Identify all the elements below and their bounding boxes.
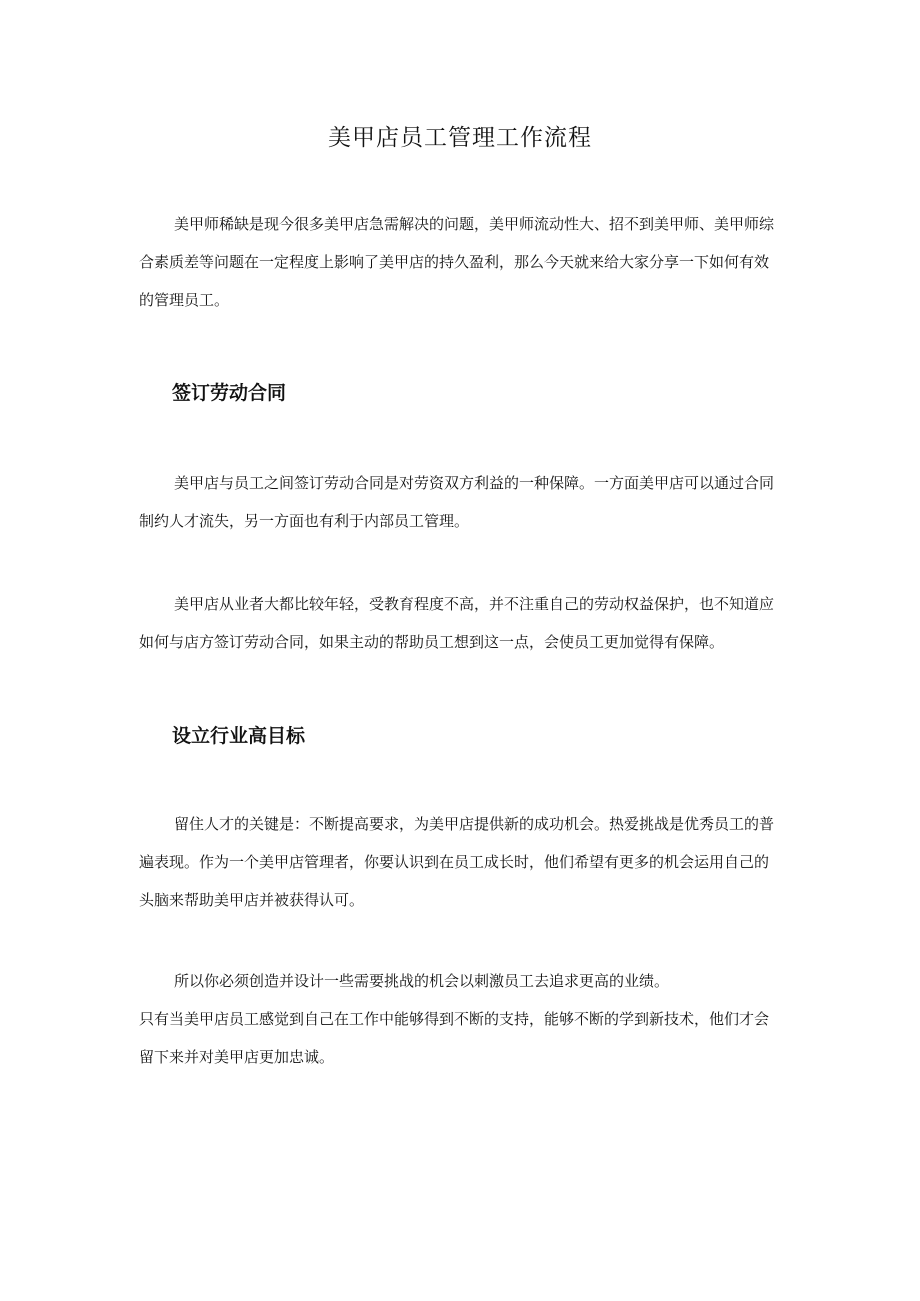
goals-p1-line-1: 留住人才的关键是：不断提高要求，为美甲店提供新的成功机会。热爱挑战是优秀员工的普 bbox=[174, 815, 775, 833]
goals-p1-line-3: 头脑来帮助美甲店并被获得认可。 bbox=[139, 891, 365, 909]
intro-paragraph bbox=[139, 205, 794, 319]
section-heading-contract: 签订劳动合同 bbox=[172, 382, 287, 404]
intro-line-1: 美甲师稀缺是现今很多美甲店急需解决的问题，美甲师流动性大、招不到美甲师、美甲师综 bbox=[174, 215, 775, 233]
contract-p2-line-2: 如何与店方签订劳动合同，如果主动的帮助员工想到这一点，会使员工更加觉得有保障。 bbox=[139, 633, 725, 651]
contract-p2-line-1: 美甲店从业者大都比较年轻，受教育程度不高，并不注重自己的劳动权益保护，也不知道应 bbox=[174, 595, 775, 613]
document-title: 美甲店员工管理工作流程 bbox=[328, 125, 592, 151]
goals-p2-line-1: 所以你必须创造并设计一些需要挑战的机会以刺激员工去追求更高的业绩。 bbox=[174, 972, 670, 990]
section-heading-goals: 设立行业高目标 bbox=[172, 725, 306, 747]
intro-line-3: 的管理员工。 bbox=[139, 291, 230, 309]
goals-p2-line-3: 留下来并对美甲店更加忠诚。 bbox=[139, 1048, 335, 1066]
goals-paragraph-1 bbox=[139, 805, 794, 919]
contract-paragraph-2 bbox=[139, 585, 794, 661]
goals-p1-line-2: 遍表现。作为一个美甲店管理者，你要认识到在员工成长时，他们希望有更多的机会运用自己的 bbox=[139, 853, 770, 871]
intro-line-2: 合素质差等问题在一定程度上影响了美甲店的持久盈利，那么今天就来给大家分享一下如何有效 bbox=[139, 253, 770, 271]
goals-paragraph-2 bbox=[139, 962, 794, 1076]
goals-p2-line-2: 只有当美甲店员工感觉到自己在工作中能够得到不断的支持，能够不断的学到新技术，他们才会 bbox=[139, 1010, 770, 1028]
contract-paragraph-1 bbox=[139, 464, 794, 540]
contract-p1-line-1: 美甲店与员工之间签订劳动合同是对劳资双方利益的一种保障。一方面美甲店可以通过合同 bbox=[174, 474, 775, 492]
contract-p1-line-2: 制约人才流失，另一方面也有利于内部员工管理。 bbox=[139, 512, 470, 530]
